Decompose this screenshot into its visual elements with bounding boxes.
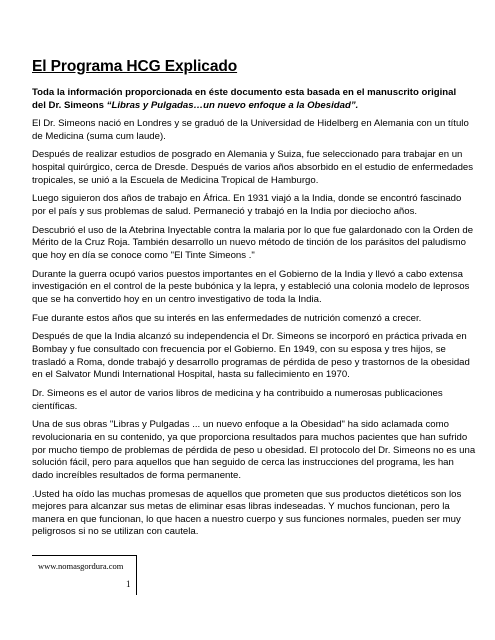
paragraph-nutrition: Fue durante estos años que su interés en las enfermedades de nutrición comenzó a crecer. (32, 312, 422, 324)
paragraph-war: Durante la guerra ocupó varios puestos importantes en el Gobierno de la India y llevó a cabo extensa investigación en el control de la peste bubónica y la lepra, y estableció una colonia modelo de leprosos que se ha convertido hoy en un centro investigativo de toda la India. (32, 268, 470, 305)
intro-book-title: “Libras y Pulgadas…un nuevo enfoque a la Obesidad”. (106, 99, 359, 111)
paragraph-rome: Después de que la India alcanzó su independencia el Dr. Simeons se incorporó en práctica privada en Bombay y fue consultado con frecuencia por el Gobierno. En 1949, con su esposa y tres hijos, se trasladó a Roma, donde trabajó y desarrollo programas de pérdida de peso y trastornos de la obesidad en el Salvator Mundi International Hospital, hasta su fallecimiento en 1970. (32, 331, 470, 381)
paragraph-atebrina: Descubrió el uso de la Atebrina Inyectable contra la malaria por lo que fue galardonado con la Orden de Mérito de la Cruz Roja. También desarrollo un nuevo método de tinción de los parásitos del paludismo que hoy en día se conoce como "El Tinte Simeons ." (32, 224, 474, 261)
document-title: El Programa HCG Explicado (32, 58, 238, 75)
page-footer (32, 555, 143, 595)
intro-text: Toda la información proporcionada en éste documento esta basada en el manuscrito original del Dr. Simeons (32, 87, 457, 111)
paragraph-studies: Después de realizar estudios de posgrado en Alemania y Suiza, fue seleccionado para trabajar en un hospital quirúrgico, cerca de Dresde. Después de varios años absorbido en el estudio de enfermedades tropicales, se unió a la Escuela de Medicina Tropical de Hamburgo. (32, 149, 474, 186)
footer-vertical-rule (136, 555, 137, 595)
paragraph-diets: .Usted ha oído las muchas promesas de aquellos que prometen que sus productos dietéticos son los mejores para alcanzar sus metas de eliminar esas libras indeseadas. Y muchos funcionan, pero la manera en que funcionan, lo que hacen a nuestro cuerpo y sus funciones normales, pueden ser muy peligrosos si no se utilizan con cautela. (32, 488, 462, 538)
paragraph-author: Dr. Simeons es el autor de varios libros de medicina y ha contribuido a numerosas publicaciones científicas. (32, 388, 443, 412)
document-body (32, 118, 476, 545)
paragraph-africa-india: Luego siguieron dos años de trabajo en África. En 1931 viajó a la India, donde se encontró fascinado por el país y sus problemas de salud. Permaneció y trabajó en la India por dieciocho años. (32, 193, 462, 217)
paragraph-book: Una de sus obras "Libras y Pulgadas ... un nuevo enfoque a la Obesidad" ha sido aclamada como revolucionaria en su contenido, ya que proporciona resultados para muchos pacientes que han sufrido por mucho tiempo de problemas de pérdida de peso u obesidad. El protocolo del Dr. Simeons no es una solución fácil, pero para aquellos que han seguido de cerca las instrucciones del programa, les han dado increíbles resultados de forma permanente. (32, 419, 476, 481)
paragraph-birth: El Dr. Simeons nació en Londres y se graduó de la Universidad de Hidelberg en Alemania con un título de Medicina (suma cum laude). (32, 118, 469, 142)
page-number: 1 (126, 579, 131, 589)
footer-rule (32, 555, 136, 556)
footer-website: www.nomasgordura.com (38, 561, 124, 571)
intro-paragraph (32, 87, 472, 112)
